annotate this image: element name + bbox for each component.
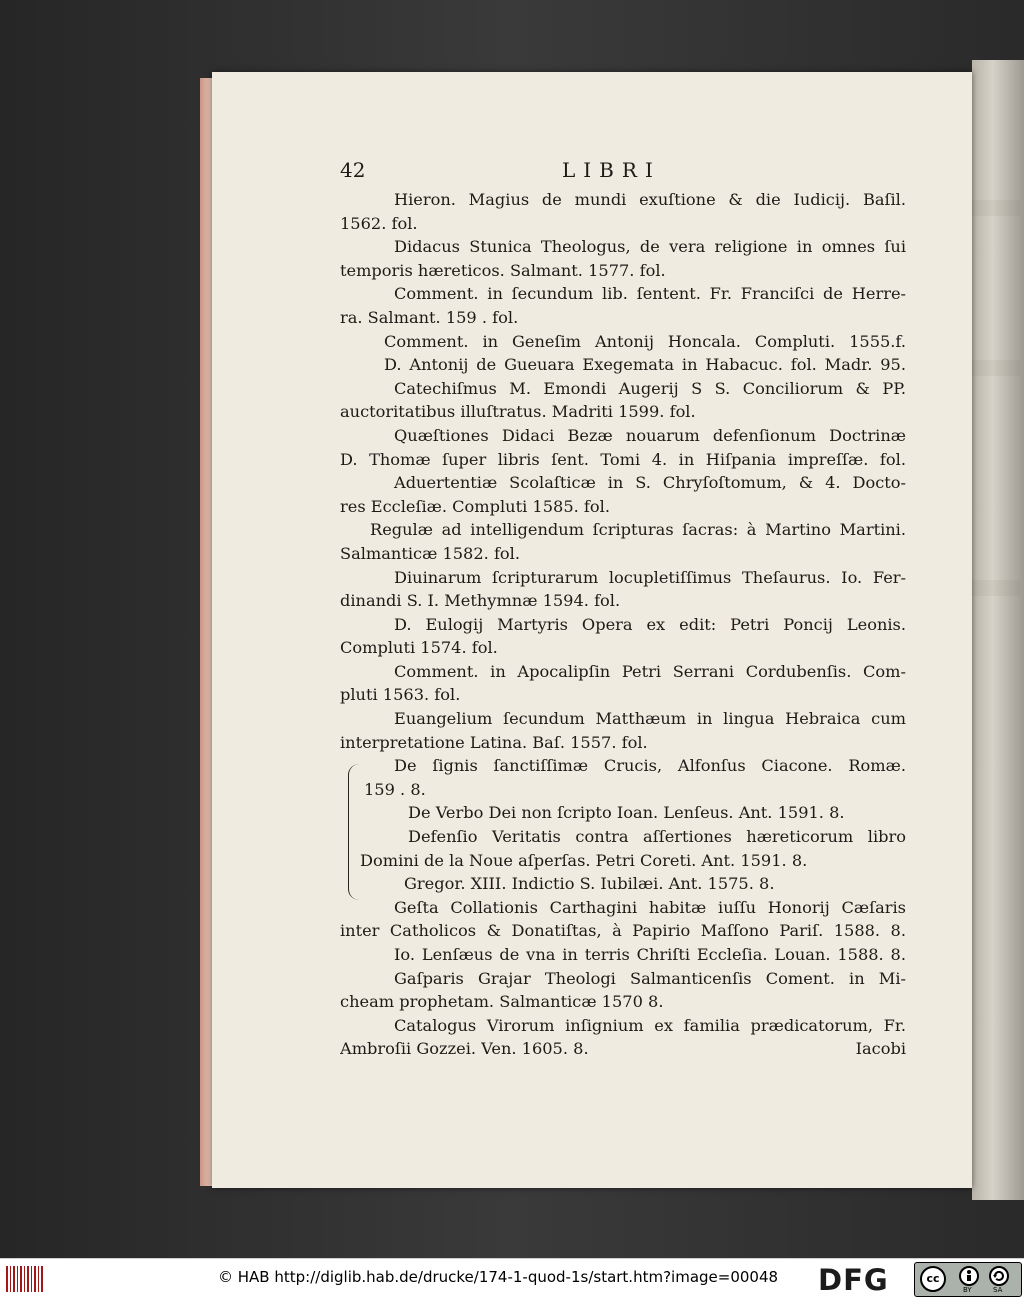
text-line: Comment. in Geneſim Antonij Honcala. Compluti. 1555.f. bbox=[384, 331, 906, 351]
text-line: Aduertentiæ Scolaſticæ in S. Chryſoſtomum, & 4. Docto- bbox=[394, 473, 906, 493]
text-line: D. Eulogij Martyris Opera ex edit: Petri Poncij Leonis. bbox=[394, 614, 906, 634]
running-head: LIBRI bbox=[562, 158, 661, 182]
text-line: Didacus Stunica Theologus, de vera religione in omnes ſui bbox=[394, 237, 906, 257]
text-line: Hieron. Magius de mundi exuſtione & die Iudicij. Baſil. bbox=[394, 190, 906, 209]
text-line-content: Ambroſii Gozzei. Ven. 1605. 8. bbox=[340, 1039, 589, 1059]
credit-link[interactable]: © HAB http://diglib.hab.de/drucke/174-1-quod-1s/start.htm?image=00048 bbox=[218, 1268, 779, 1286]
facing-page-edge bbox=[972, 60, 1024, 1200]
text-line: Comment. in ſecundum lib. ſentent. Fr. Franciſci de Herre- bbox=[394, 284, 906, 304]
text-line: Catalogus Virorum inſignium ex familia prædicatorum, Fr. bbox=[394, 1015, 906, 1035]
barcode-icon bbox=[6, 1266, 44, 1292]
sa-label: SA bbox=[993, 1286, 1003, 1294]
text-line: Quæſtiones Didaci Bezæ nouarum defenſionum Doctrinæ bbox=[394, 425, 906, 445]
text-line: cheam prophetam. Salmanticæ 1570 8. bbox=[340, 992, 664, 1012]
by-label: BY bbox=[963, 1286, 972, 1294]
text-line: Regulæ ad intelligendum ſcripturas ſacras: à Martino Martini. bbox=[370, 520, 906, 540]
dfg-logo[interactable]: DFG bbox=[818, 1263, 889, 1297]
by-icon bbox=[959, 1266, 979, 1286]
sa-icon bbox=[989, 1266, 1009, 1286]
text-line: 1562. fol. bbox=[340, 213, 418, 233]
text-line: D. Thomæ ſuper libris ſent. Tomi 4. in Hiſpania impreſſæ. fol. bbox=[340, 449, 906, 469]
text-line: Euangelium ſecundum Matthæum in lingua Hebraica cum bbox=[394, 709, 906, 729]
text-line: Defenſio Veritatis contra aſſertiones hæreticorum libro bbox=[408, 827, 906, 847]
license-badge[interactable] bbox=[914, 1262, 1022, 1297]
text-line: Geſta Collationis Carthagini habitæ iuſſu Honorij Cæſaris bbox=[394, 897, 906, 917]
text-line: Domini de la Noue aſperſas. Petri Coreti. Ant. 1591. 8. bbox=[360, 850, 808, 870]
text-line: Diuinarum ſcripturarum locupletiſſimus Theſaurus. Io. Fer- bbox=[394, 567, 906, 587]
text-line: interpretatione Latina. Baſ. 1557. fol. bbox=[340, 732, 648, 752]
catalog-text bbox=[340, 188, 906, 1061]
text-line: 159 . 8. bbox=[364, 779, 426, 799]
viewer-footer bbox=[0, 1258, 1024, 1298]
text-line: Comment. in Apocalipſin Petri Serrani Cordubenſis. Com- bbox=[394, 661, 906, 681]
text-line: De Verbo Dei non ſcripto Ioan. Lenſeus. Ant. 1591. 8. bbox=[408, 803, 845, 823]
page-number: 42 bbox=[340, 158, 366, 182]
text-line: ra. Salmant. 159 . fol. bbox=[340, 307, 519, 327]
text-line: pluti 1563. fol. bbox=[340, 685, 461, 705]
text-line: Io. Lenſæus de vna in terris Chriſti Eccleſia. Louan. 1588. 8. bbox=[394, 945, 906, 964]
text-line: res Eccleſiæ. Compluti 1585. fol. bbox=[340, 496, 610, 516]
text-line: Compluti 1574. fol. bbox=[340, 638, 498, 658]
text-line: Gaſparis Grajar Theologi Salmanticenſis Coment. in Mi- bbox=[394, 968, 906, 988]
text-line: De ſignis ſanctiſſimæ Crucis, Alfonſus Ciacone. Romæ. bbox=[394, 756, 906, 776]
text-line: auctoritatibus illuſtratus. Madriti 1599. fol. bbox=[340, 402, 696, 422]
page-header bbox=[340, 158, 900, 184]
text-line: inter Catholicos & Donatiſtas, à Papirio Maſſono Pariſ. 1588. 8. bbox=[340, 921, 906, 941]
catchword: Iacobi bbox=[855, 1039, 906, 1059]
text-line: dinandi S. I. Methymnæ 1594. fol. bbox=[340, 591, 621, 611]
text-line: D. Antonij de Gueuara Exegemata in Habacuc. fol. Madr. 95. bbox=[384, 355, 906, 375]
text-line bbox=[340, 1037, 906, 1061]
text-line: Gregor. XIII. Indictio S. Iubilæi. Ant. 1575. 8. bbox=[404, 874, 775, 894]
cc-icon: cc bbox=[920, 1266, 946, 1292]
text-line: Salmanticæ 1582. fol. bbox=[340, 543, 520, 563]
text-line: Catechiſmus M. Emondi Augerij S S. Conciliorum & PP. bbox=[394, 378, 906, 398]
text-line: temporis hæreticos. Salmant. 1577. fol. bbox=[340, 260, 666, 280]
